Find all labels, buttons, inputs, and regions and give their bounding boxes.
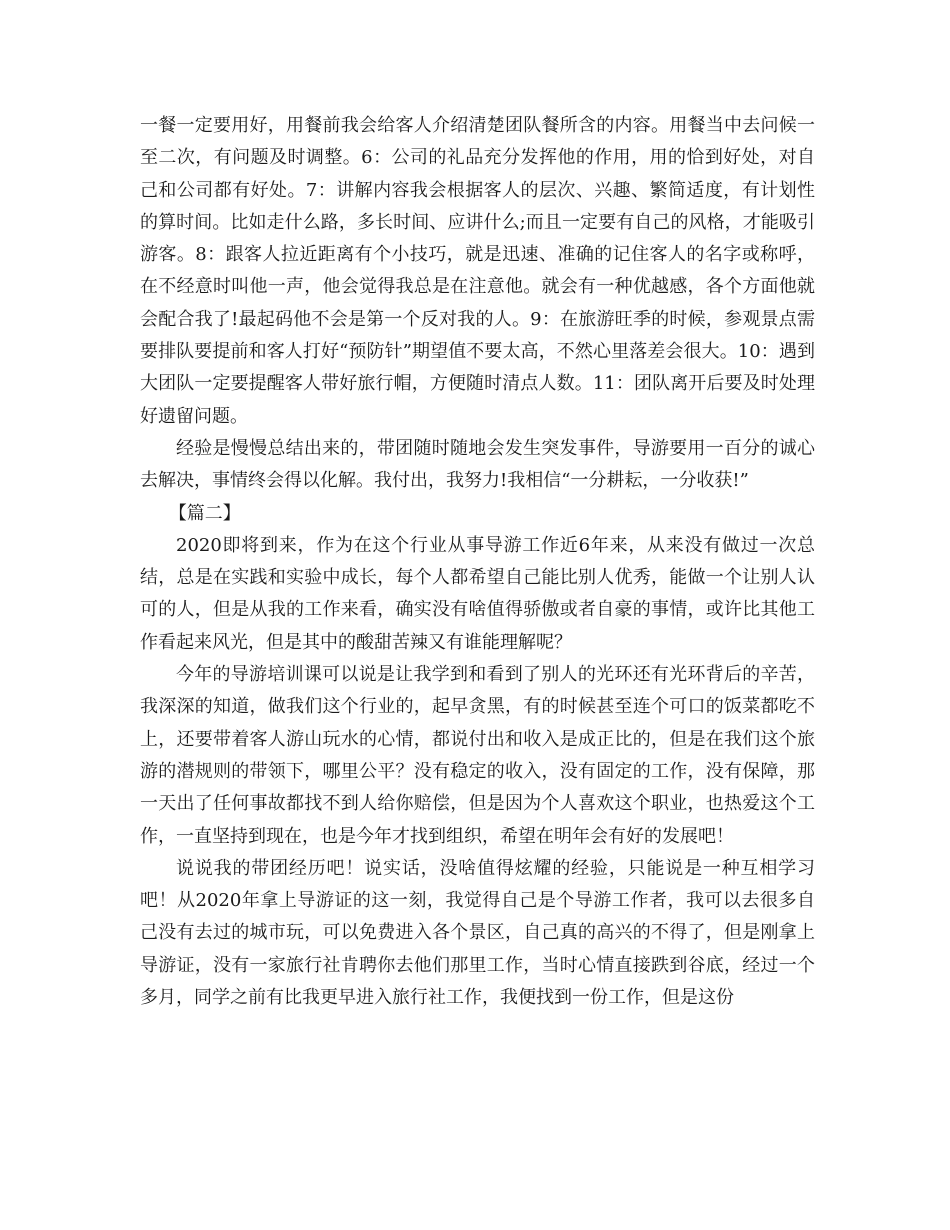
paragraph-intro: 2020即将到来，作为在这个行业从事导游工作近6年来，从来没有做过一次总结，总是在实践和实验中成长，每个人都希望自己能比别人优秀，能做一个让别人认可的人，但是从我的工作来看，确实没有啥值得骄傲或者自豪的事情，或许比其他工作看起来风光，但是其中的酸甜苦辣又有谁能理解呢？ bbox=[140, 534, 815, 653]
document-body bbox=[140, 110, 815, 1014]
section-heading: 【篇二】 bbox=[168, 502, 241, 524]
paragraph-training: 今年的导游培训课可以说是让我学到和看到了别人的光环还有光环背后的辛苦，我深深的知道，做我们这个行业的，起早贪黑，有的时候甚至连个可口的饭菜都吃不上，还要带着客人游山玩水的心情，都说付出和收入是成正比的，但是在我们这个旅游的潜规则的带领下，哪里公平？没有稳定的收入，没有固定的工作，没有保障，那一天出了任何事故都找不到人给你赔偿，但是因为个人喜欢这个职业，也热爱这个工作，一直坚持到现在，也是今年才找到组织，希望在明年会有好的发展吧！ bbox=[140, 664, 815, 847]
paragraph-experience: 经验是慢慢总结出来的，带团随时随地会发生突发事件，导游要用一百分的诚心去解决，事情终会得以化解。我付出，我努力!我相信“一分耕耘，一分收获!” bbox=[140, 437, 815, 492]
paragraph-continuation: 一餐一定要用好，用餐前我会给客人介绍清楚团队餐所含的内容。用餐当中去问候一至二次，有问题及时调整。6：公司的礼品充分发挥他的作用，用的恰到好处，对自己和公司都有好处。7：讲解内容我会根据客人的层次、兴趣、繁简适度，有计划性的算时间。比如走什么路，多长时间、应讲什么;而且一定要有自己的风格，才能吸引游客。8：跟客人拉近距离有个小技巧，就是迅速、准确的记住客人的名字或称呼，在不经意时叫他一声，他会觉得我总是在注意他。就会有一种优越感，各个方面他就会配合我了!最起码他不会是第一个反对我的人。9：在旅游旺季的时候，参观景点需要排队要提前和客人打好“预防针”期望值不要太高，不然心里落差会很大。10：遇到大团队一定要提醒客人带好旅行帽，方便随时清点人数。11：团队离开后要及时处理好遗留问题。 bbox=[140, 115, 815, 427]
paragraph-experience-story: 说说我的带团经历吧！说实话，没啥值得炫耀的经验，只能说是一种互相学习吧！从2020年拿上导游证的这一刻，我觉得自己是个导游工作者，我可以去很多自己没有去过的城市玩，可以免费进入各个景区，自己真的高兴的不得了，但是刚拿上导游证，没有一家旅行社肯聘你去他们那里工作，当时心情直接跌到谷底，经过一个多月，同学之前有比我更早进入旅行社工作，我便找到一份工作，但是这份 bbox=[140, 857, 815, 1009]
